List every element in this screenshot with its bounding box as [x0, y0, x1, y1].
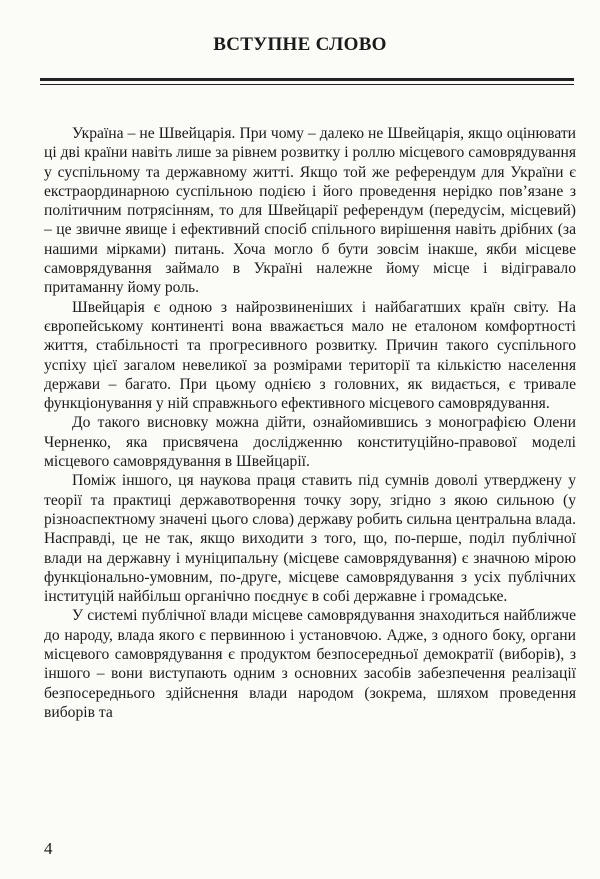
paragraph: Швейцарія є одною з найрозвиненіших і найбагатших країн світу. На європейському континенті вона вважається мало не еталоном комфортності життя, стабільності та прогресивного розвитку. Причин такого суспільного успіху цієї загалом невеликої за розмірами території та кількістю населення держави – багато. При цьому однією з головних, як видається, є тривале функціонування у ній справжнього ефективного місцевого самоврядування. — [44, 298, 576, 413]
paragraph: Поміж іншого, ця наукова праця ставить під сумнів доволі утверджену у теорії та практиці державотворення точку зору, згідно з якою сильною (у різноаспектному значені цього слова) державу робить сильна центральна влада. Насправді, це не так, якщо виходити з того, що, по-перше, поділ публічної влади на державну і муніципальну (місцеве самоврядування) є значною мірою функціонально-умовним, по-друге, місцеве самоврядування з усіх публічних інституцій найбільш органічно поєднує в собі державне і громадське. — [44, 472, 576, 606]
paragraph: У системі публічної влади місцеве самоврядування знаходиться найближче до народу, влада якого є первинною і установчою. Адже, з одного боку, органи місцевого самоврядування є продуктом безпосередньої демократії (виборів), з іншого – вони виступають одним з основних засобів забезпечення реалізації безпосереднього здійснення влади народом (зокрема, шляхом проведення виборів та — [44, 607, 576, 721]
paragraph: До такого висновку можна дійти, ознайомившись з монографією Олени Черненко, яка присвячена дослідженню конституційно-правової моделі місцевого самоврядування в Швейцарії. — [44, 414, 576, 471]
header-rule-thick — [40, 78, 574, 81]
header-rule-thin — [40, 84, 574, 85]
paragraph: Україна – не Швейцарія. При чому – далеко не Швейцарія, якщо оцінювати ці дві країни навіть лише за рівнем розвитку і роллю місцевого самоврядування у суспільному та державному житті. Якщо той же референдум для України є екстраординарною суспільною подією і його проведення нерідко пов’язане з політичним потрясінням, то для Швейцарії референдум (передусім, місцевий) – це звичне явище і ефективний спосіб спільного вирішення навіть дрібних (за нашими мірками) питань. Хоча могло б бути зовсім інакше, якби місцеве самоврядування займало в Україні належне йому місце і відігравало притаманну йому роль. — [44, 125, 576, 297]
body-text — [44, 124, 576, 722]
page-title: ВСТУПНЕ СЛОВО — [213, 34, 387, 55]
page-number: 4 — [44, 839, 53, 858]
